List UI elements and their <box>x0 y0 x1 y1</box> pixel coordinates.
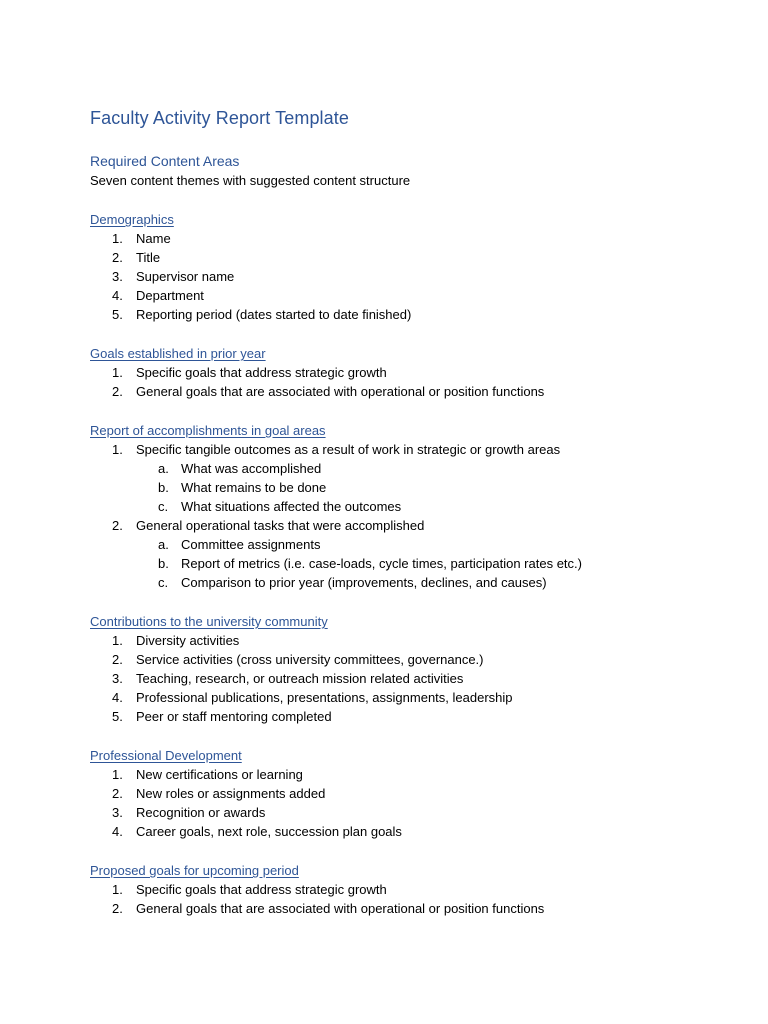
section <box>90 211 730 324</box>
sub-list-item-text: What remains to be done <box>181 480 327 495</box>
numbered-list <box>90 440 730 592</box>
sections-container <box>90 211 730 918</box>
sub-list-letter: b. <box>158 556 169 571</box>
section <box>90 345 730 401</box>
sub-list-item <box>90 554 730 573</box>
list-item <box>90 669 730 688</box>
section-title: Contributions to the university community <box>90 614 328 629</box>
list-item <box>90 305 730 324</box>
list-item <box>90 267 730 286</box>
section-title: Proposed goals for upcoming period <box>90 863 299 878</box>
list-item <box>90 229 730 248</box>
list-number: 1. <box>112 633 123 648</box>
section <box>90 862 730 918</box>
list-item <box>90 822 730 841</box>
list-number: 3. <box>112 269 123 284</box>
sub-list-item <box>90 459 730 478</box>
numbered-list <box>90 765 730 841</box>
list-item <box>90 286 730 305</box>
section <box>90 613 730 726</box>
list-number: 1. <box>112 231 123 246</box>
list-item <box>90 382 730 401</box>
list-number: 5. <box>112 307 123 322</box>
numbered-list <box>90 880 730 918</box>
list-item <box>90 650 730 669</box>
section <box>90 747 730 841</box>
sub-list-item <box>90 497 730 516</box>
list-item <box>90 631 730 650</box>
list-number: 3. <box>112 671 123 686</box>
list-number: 4. <box>112 824 123 839</box>
list-item <box>90 516 730 535</box>
list-item <box>90 440 730 459</box>
document-page <box>90 108 730 939</box>
list-item-text: Specific goals that address strategic growth <box>136 365 387 380</box>
section-title: Demographics <box>90 212 174 227</box>
list-number: 2. <box>112 786 123 801</box>
list-number: 4. <box>112 690 123 705</box>
sub-list-item-text: Report of metrics (i.e. case-loads, cycle times, participation rates etc.) <box>181 556 582 571</box>
list-item <box>90 784 730 803</box>
list-item-text: Peer or staff mentoring completed <box>136 709 332 724</box>
intro-text: Seven content themes with suggested content structure <box>90 173 411 188</box>
list-item-text: Specific goals that address strategic growth <box>136 882 387 897</box>
list-item <box>90 880 730 899</box>
list-item-text: Department <box>136 288 204 303</box>
list-number: 1. <box>112 442 123 457</box>
sub-list-item <box>90 573 730 592</box>
list-item-text: Title <box>136 250 161 265</box>
numbered-list <box>90 631 730 726</box>
document-title: Faculty Activity Report Template <box>90 108 349 128</box>
sub-list-item-text: Committee assignments <box>181 537 321 552</box>
list-number: 2. <box>112 518 123 533</box>
list-item-text: General goals that are associated with operational or position functions <box>136 901 545 916</box>
sub-list-letter: a. <box>158 537 169 552</box>
list-item <box>90 707 730 726</box>
list-number: 1. <box>112 365 123 380</box>
list-number: 1. <box>112 882 123 897</box>
list-item-text: Name <box>136 231 171 246</box>
sub-list-item-text: What was accomplished <box>181 461 322 476</box>
sub-list-item-text: What situations affected the outcomes <box>181 499 402 514</box>
list-item <box>90 765 730 784</box>
sub-list-item <box>90 535 730 554</box>
list-item-text: New certifications or learning <box>136 767 303 782</box>
list-item <box>90 688 730 707</box>
numbered-list <box>90 363 730 401</box>
list-item-text: Specific tangible outcomes as a result of work in strategic or growth areas <box>136 442 561 457</box>
list-number: 2. <box>112 652 123 667</box>
list-item-text: General operational tasks that were accomplished <box>136 518 425 533</box>
list-number: 2. <box>112 901 123 916</box>
section-title: Professional Development <box>90 748 242 763</box>
list-item-text: Diversity activities <box>136 633 240 648</box>
list-number: 5. <box>112 709 123 724</box>
list-item-text: Supervisor name <box>136 269 235 284</box>
list-number: 2. <box>112 250 123 265</box>
sub-list-letter: a. <box>158 461 169 476</box>
section-title: Report of accomplishments in goal areas <box>90 423 326 438</box>
numbered-list <box>90 229 730 324</box>
sub-list-letter: c. <box>158 499 169 514</box>
list-item-text: New roles or assignments added <box>136 786 326 801</box>
list-number: 1. <box>112 767 123 782</box>
list-number: 3. <box>112 805 123 820</box>
list-item-text: Professional publications, presentations, assignments, leadership <box>136 690 513 705</box>
sub-list-letter: b. <box>158 480 169 495</box>
section <box>90 422 730 592</box>
sub-list-letter: c. <box>158 575 169 590</box>
list-item-text: Service activities (cross university committees, governance.) <box>136 652 484 667</box>
list-item <box>90 899 730 918</box>
list-number: 4. <box>112 288 123 303</box>
list-item-text: Recognition or awards <box>136 805 266 820</box>
section-title: Goals established in prior year <box>90 346 266 361</box>
sub-list-item-text: Comparison to prior year (improvements, declines, and causes) <box>181 575 547 590</box>
list-item-text: Reporting period (dates started to date finished) <box>136 307 412 322</box>
sub-list-item <box>90 478 730 497</box>
list-item <box>90 803 730 822</box>
list-item-text: Teaching, research, or outreach mission related activities <box>136 671 464 686</box>
list-item <box>90 248 730 267</box>
list-item <box>90 363 730 382</box>
required-content-heading: Required Content Areas <box>90 153 240 169</box>
list-item-text: General goals that are associated with operational or position functions <box>136 384 545 399</box>
list-item-text: Career goals, next role, succession plan goals <box>136 824 402 839</box>
list-number: 2. <box>112 384 123 399</box>
